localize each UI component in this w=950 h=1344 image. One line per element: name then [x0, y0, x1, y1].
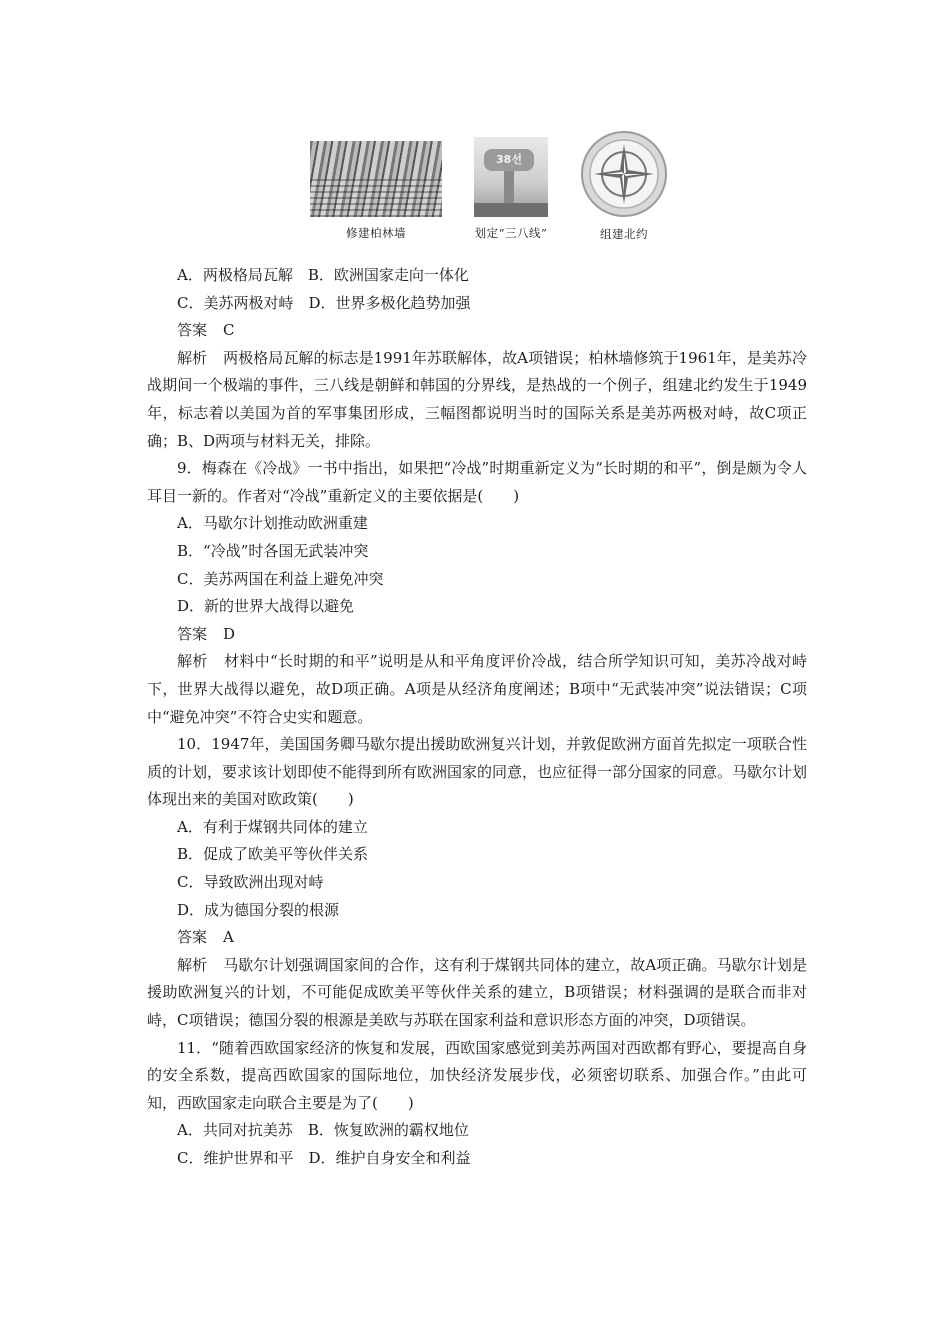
q9-option-a: A．马歇尔计划推动欧洲重建 [177, 514, 368, 533]
q10-option-b: B．促成了欧美平等伙伴关系 [177, 845, 369, 864]
analysis-label: 解析 [177, 955, 208, 974]
q9-analysis [147, 648, 807, 731]
berlin-wall-photo-icon [310, 141, 442, 217]
answer-label: 答案 [177, 928, 208, 947]
figure-caption: 划定“三八线” [474, 226, 548, 240]
analysis-label: 解析 [177, 652, 208, 671]
analysis-label: 解析 [177, 348, 208, 367]
figure-38th-parallel [474, 130, 548, 241]
q11-options-line-1: A．共同对抗美苏 B．恢复欧洲的霸权地位 [177, 1121, 469, 1140]
figure-caption: 修建柏林墙 [346, 226, 406, 240]
q10-option-a: A．有利于煤钢共同体的建立 [177, 817, 368, 836]
document-page [147, 130, 807, 1173]
q10-option-c: C．导致欧洲出现对峙 [177, 873, 324, 892]
figure-nato [580, 130, 668, 242]
analysis-text: 两极格局瓦解的标志是1991年苏联解体，故A项错误；柏林墙修筑于1961年，是美苏冷战期间一个极端的事件，三八线是朝鲜和韩国的分界线，是热战的一个例子，组建北约发生于1949年，标志着以美国为首的军事集团形成，三幅图都说明当时的国际关系是美苏两极对峙，故C项正确；B、D两项与材料无关，排除。 [147, 348, 807, 450]
answer-value: D [223, 624, 236, 643]
answer-value: C [223, 321, 235, 340]
q9-option-c: C．美苏两国在利益上避免冲突 [177, 569, 384, 588]
q9-option-b: B．“冷战”时各国无武装冲突 [177, 541, 369, 560]
figure-berlin-wall [310, 130, 442, 241]
38th-parallel-sign-icon [474, 137, 548, 217]
answer-label: 答案 [177, 624, 208, 643]
q10-analysis [147, 952, 807, 1035]
q11-stem: 11．“随着西欧国家经济的恢复和发展，西欧国家感觉到美苏两国对西欧都有野心，要提高自身的安全系数，提高西欧国家的国际地位，加快经济发展步伐，必须密切联系、加强合作。”由此可知，西欧国家走向联合主要是为了( ) [147, 1038, 807, 1112]
q8-options-line-1: A．两极格局瓦解 B．欧洲国家走向一体化 [177, 266, 469, 284]
analysis-text: 材料中“长时期的和平”说明是从和平角度评价冷战，结合所学知识可知，美苏冷战对峙下，世界大战得以避免，故D项正确。A项是从经济角度阐述；B项中“无武装冲突”说法错误；C项中“避免冲突”不符合史实和题意。 [147, 652, 807, 726]
q10-option-d: D．成为德国分裂的根源 [177, 900, 340, 919]
answer-label: 答案 [177, 321, 208, 340]
nato-emblem-icon [580, 130, 668, 218]
figure-strip [171, 130, 807, 250]
figure-caption: 组建北约 [600, 227, 648, 241]
q10-answer [147, 924, 807, 952]
q8-options-line-2: C．美苏两极对峙 D．世界多极化趋势加强 [177, 293, 471, 312]
answer-value: A [223, 928, 234, 947]
q9-stem: 9．梅森在《冷战》一书中指出，如果把“冷战”时期重新定义为“长时期的和平”，倒是颇为令人耳目一新的。作者对“冷战”重新定义的主要依据是( ) [147, 459, 807, 505]
q8-analysis [147, 345, 807, 455]
analysis-text: 马歇尔计划强调国家间的合作，这有利于煤钢共同体的建立，故A项正确。马歇尔计划是援助欧洲复兴的计划，不可能促成欧美平等伙伴关系的建立，B项错误；材料强调的是联合而非对峙，C项错误；德国分裂的根源是美欧与苏联在国家利益和意识形态方面的冲突，D项错误。 [147, 955, 807, 1030]
q9-option-d: D．新的世界大战得以避免 [177, 597, 355, 616]
q9-answer [147, 621, 807, 649]
q8-answer [147, 317, 807, 345]
q10-stem: 10．1947年，美国国务卿马歇尔提出援助欧洲复兴计划，并敦促欧洲方面首先拟定一项联合性质的计划，要求该计划即使不能得到所有欧洲国家的同意，也应征得一部分国家的同意。马歇尔计划体现出来的美国对欧政策( ) [147, 735, 808, 809]
q11-options-line-2: C．维护世界和平 D．维护自身安全和利益 [177, 1149, 471, 1167]
sign-text: 38선 [484, 149, 534, 171]
